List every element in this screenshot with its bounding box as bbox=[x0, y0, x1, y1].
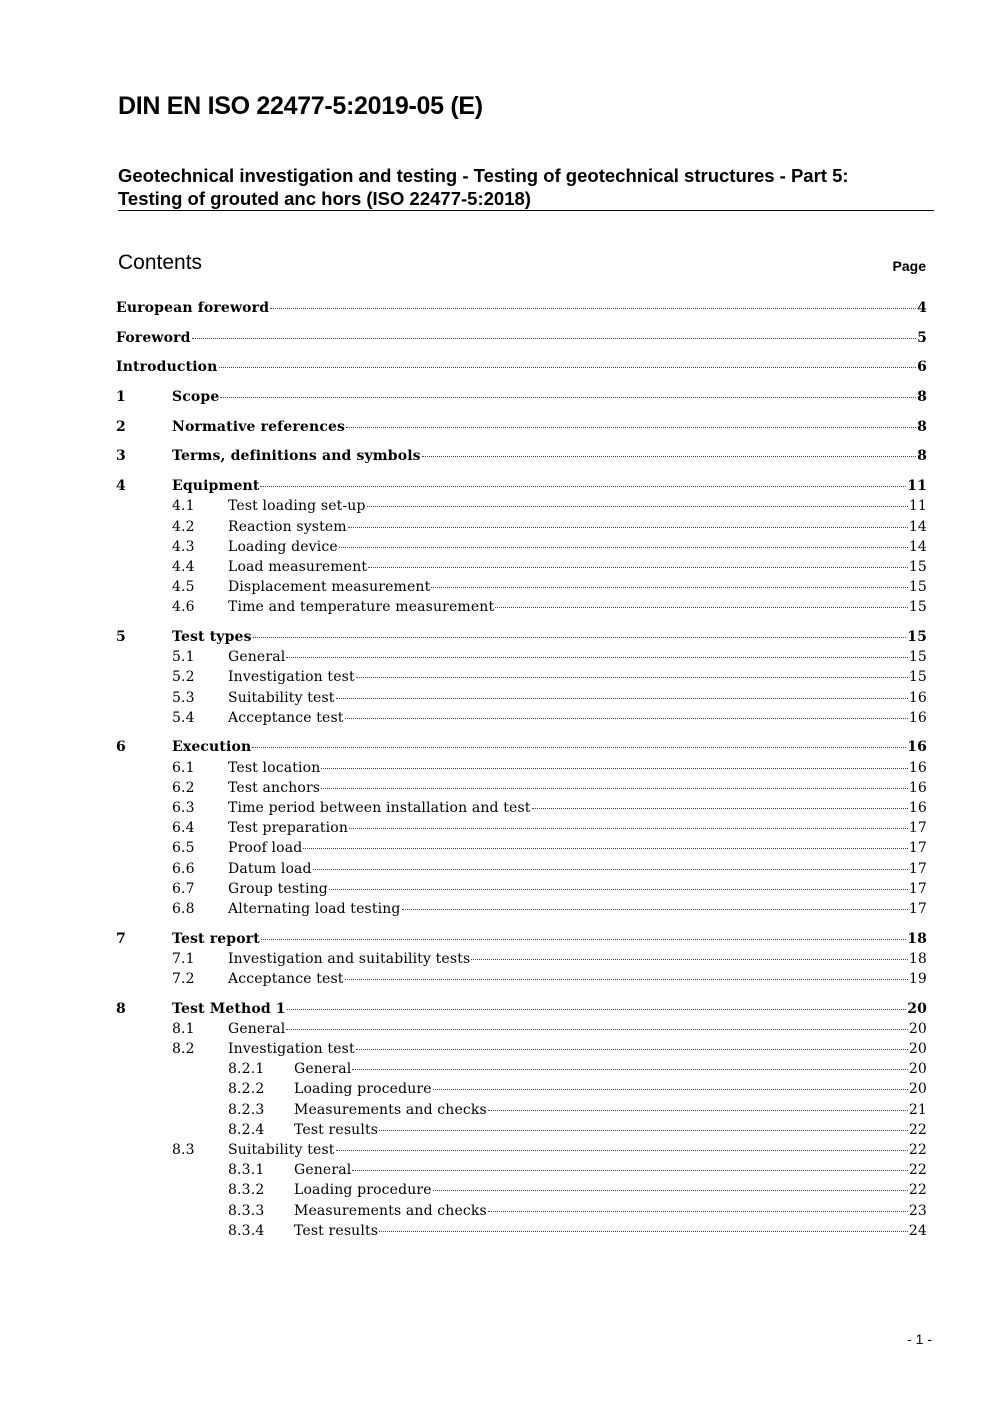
toc-entry[interactable] bbox=[116, 517, 927, 537]
toc-entry-title: Test location bbox=[228, 759, 321, 776]
toc-dot-leader bbox=[345, 979, 908, 980]
toc-entry-title: European foreword bbox=[116, 300, 270, 316]
toc-entry-number: 7.2 bbox=[172, 970, 195, 987]
toc-entry[interactable] bbox=[116, 818, 927, 838]
toc-entry[interactable] bbox=[116, 1059, 927, 1079]
toc-entry[interactable] bbox=[116, 838, 927, 858]
toc-entry-title: Test report bbox=[172, 930, 260, 947]
toc-entry[interactable] bbox=[116, 496, 927, 516]
toc-dot-leader bbox=[488, 1211, 908, 1212]
toc-dot-leader bbox=[433, 1190, 908, 1191]
toc-dot-leader bbox=[349, 828, 908, 829]
toc-entry[interactable] bbox=[116, 667, 927, 687]
toc-entry-page: 5 bbox=[917, 329, 927, 346]
toc-entry[interactable] bbox=[116, 446, 927, 466]
toc-entry-title: Alternating load testing bbox=[228, 900, 401, 917]
toc-entry-number: 6.2 bbox=[172, 779, 195, 796]
toc-entry[interactable] bbox=[116, 1160, 927, 1180]
subtitle-line-1: Geotechnical investigation and testing - Testing of geotechnical structures - Part 5: bbox=[118, 165, 849, 186]
toc-entry-title: Terms, definitions and symbols bbox=[172, 448, 421, 465]
toc-entry-number: 4.1 bbox=[172, 498, 195, 515]
toc-entry-title: Test results bbox=[294, 1222, 379, 1239]
toc-entry-title: Measurements and checks bbox=[294, 1101, 487, 1118]
toc-entry[interactable] bbox=[116, 798, 927, 818]
toc-entry-page: 8 bbox=[917, 389, 927, 406]
toc-entry[interactable] bbox=[116, 597, 927, 617]
toc-entry-title: Test types bbox=[172, 628, 252, 645]
toc-entry-title: Datum load bbox=[228, 860, 312, 877]
toc-entry-number: 8.3.2 bbox=[228, 1182, 265, 1199]
toc-entry[interactable] bbox=[116, 1180, 927, 1200]
toc-entry-number: 6.1 bbox=[172, 759, 195, 776]
toc-entry-title: Suitability test bbox=[228, 1141, 335, 1158]
toc-entry-number: 8.2.2 bbox=[228, 1081, 265, 1098]
toc-entry[interactable] bbox=[116, 758, 927, 778]
subtitle-rule bbox=[118, 210, 934, 211]
toc-entry-page: 20 bbox=[908, 1061, 927, 1078]
toc-dot-leader bbox=[313, 869, 908, 870]
toc-dot-leader bbox=[253, 637, 907, 638]
toc-entry-title: Loading device bbox=[228, 538, 338, 555]
toc-entry[interactable] bbox=[116, 357, 927, 377]
toc-entry-title: Equipment bbox=[172, 478, 260, 495]
toc-entry-page: 18 bbox=[907, 930, 927, 947]
toc-entry-page: 8 bbox=[917, 448, 927, 465]
toc-entry[interactable] bbox=[116, 627, 927, 647]
toc-entry-title: Introduction bbox=[116, 359, 218, 376]
toc-entry[interactable] bbox=[116, 1079, 927, 1099]
toc-entry-title: Reaction system bbox=[228, 518, 347, 535]
toc-entry-page: 15 bbox=[908, 558, 927, 575]
toc-dot-leader bbox=[488, 1110, 908, 1111]
toc-entry-page: 22 bbox=[908, 1162, 927, 1179]
toc-entry[interactable] bbox=[116, 1100, 927, 1120]
toc-entry-number: 6.3 bbox=[172, 799, 195, 816]
toc-entry[interactable] bbox=[116, 577, 927, 597]
toc-entry-title: General bbox=[294, 1061, 352, 1078]
toc-dot-leader bbox=[532, 808, 908, 809]
toc-entry-page: 16 bbox=[908, 799, 927, 816]
toc-entry-page: 11 bbox=[907, 478, 927, 495]
toc-entry-page: 20 bbox=[908, 1020, 927, 1037]
toc-entry-page: 23 bbox=[908, 1202, 927, 1219]
toc-entry-number: 8.3 bbox=[172, 1141, 195, 1158]
toc-entry-number: 1 bbox=[116, 389, 126, 406]
toc-dot-leader bbox=[261, 939, 906, 940]
toc-entry-title: Displacement measurement bbox=[228, 579, 431, 596]
toc-entry-title: General bbox=[228, 1020, 286, 1037]
page-column-label: Page bbox=[892, 258, 926, 274]
toc-entry-number: 8.1 bbox=[172, 1020, 195, 1037]
toc-entry[interactable] bbox=[116, 859, 927, 879]
toc-dot-leader bbox=[336, 698, 908, 699]
document-subtitle bbox=[118, 164, 933, 210]
toc-dot-leader bbox=[303, 848, 908, 849]
toc-entry-number: 5 bbox=[116, 628, 126, 645]
toc-entry[interactable] bbox=[116, 1039, 927, 1059]
toc-entry-title: Test Method 1 bbox=[172, 1000, 286, 1017]
toc-dot-leader bbox=[422, 456, 916, 457]
toc-dot-leader bbox=[379, 1231, 908, 1232]
toc-entry-number: 6.6 bbox=[172, 860, 195, 877]
toc-dot-leader bbox=[346, 427, 916, 428]
toc-entry-title: Acceptance test bbox=[228, 970, 344, 987]
toc-entry[interactable] bbox=[116, 1140, 927, 1160]
toc-entry-number: 4.2 bbox=[172, 518, 195, 535]
toc-entry-page: 14 bbox=[908, 518, 927, 535]
toc-entry-title: Execution bbox=[172, 739, 252, 756]
toc-entry-title: Time period between installation and test bbox=[228, 799, 531, 816]
toc-entry-title: Measurements and checks bbox=[294, 1202, 487, 1219]
toc-dot-leader bbox=[352, 1170, 908, 1171]
toc-entry-number: 2 bbox=[116, 418, 126, 435]
toc-entry-number: 5.4 bbox=[172, 709, 195, 726]
toc-entry-page: 17 bbox=[908, 840, 927, 857]
toc-entry-number: 3 bbox=[116, 448, 126, 465]
toc-entry-page: 15 bbox=[908, 649, 927, 666]
toc-entry-page: 22 bbox=[908, 1182, 927, 1199]
toc-dot-leader bbox=[367, 506, 908, 507]
toc-entry-page: 8 bbox=[917, 418, 927, 435]
toc-entry-number: 7 bbox=[116, 930, 126, 947]
toc-entry-page: 15 bbox=[907, 628, 927, 645]
toc-entry-page: 14 bbox=[908, 538, 927, 555]
toc-dot-leader bbox=[352, 1069, 908, 1070]
toc-entry[interactable] bbox=[116, 778, 927, 798]
toc-dot-leader bbox=[287, 1009, 907, 1010]
toc-entry-page: 16 bbox=[908, 779, 927, 796]
toc-entry-page: 22 bbox=[908, 1141, 927, 1158]
page-number: - 1 - bbox=[907, 1331, 932, 1347]
toc-entry-page: 6 bbox=[917, 359, 927, 376]
toc-dot-leader bbox=[286, 1029, 908, 1030]
toc-entry-number: 5.3 bbox=[172, 689, 195, 706]
toc-dot-leader bbox=[336, 1150, 908, 1151]
toc-entry[interactable] bbox=[116, 879, 927, 899]
toc-dot-leader bbox=[471, 959, 908, 960]
toc-dot-leader bbox=[286, 657, 908, 658]
toc-entry-page: 20 bbox=[908, 1081, 927, 1098]
toc-entry-number: 8 bbox=[116, 1000, 126, 1017]
subtitle-line-2: Testing of grouted anc hors (ISO 22477-5:2018) bbox=[118, 188, 531, 209]
toc-dot-leader bbox=[329, 889, 908, 890]
toc-entry[interactable] bbox=[116, 328, 927, 348]
toc-entry-title: Time and temperature measurement bbox=[228, 599, 495, 616]
toc-entry-title: Test preparation bbox=[228, 820, 349, 837]
toc-entry[interactable] bbox=[116, 688, 927, 708]
toc-entry-title: Group testing bbox=[228, 880, 328, 897]
toc-entry-title: General bbox=[228, 649, 286, 666]
toc-entry[interactable] bbox=[116, 969, 927, 989]
toc-entry[interactable] bbox=[116, 899, 927, 919]
toc-entry-title: Load measurement bbox=[228, 558, 368, 575]
toc-entry-number: 8.2.1 bbox=[228, 1061, 265, 1078]
toc-entry-number: 8.3.3 bbox=[228, 1202, 265, 1219]
toc-entry[interactable] bbox=[116, 1019, 927, 1039]
toc-entry-title: Investigation test bbox=[228, 1041, 355, 1057]
toc-entry[interactable] bbox=[116, 387, 927, 407]
toc-dot-leader bbox=[356, 677, 908, 678]
toc-entry[interactable] bbox=[116, 999, 927, 1019]
toc-dot-leader bbox=[219, 367, 917, 368]
toc-entry-title: Loading procedure bbox=[294, 1182, 432, 1199]
toc-dot-leader bbox=[356, 1049, 908, 1050]
toc-entry-title: Test anchors bbox=[228, 779, 321, 796]
toc-entry-number: 5.1 bbox=[172, 649, 195, 666]
toc-entry-page: 16 bbox=[908, 689, 927, 706]
toc-entry[interactable] bbox=[116, 537, 927, 557]
toc-entry-page: 15 bbox=[908, 579, 927, 596]
toc-entry-page: 17 bbox=[908, 820, 927, 837]
toc-entry-page: 16 bbox=[908, 759, 927, 776]
toc-entry[interactable] bbox=[116, 708, 927, 728]
toc-dot-leader bbox=[321, 768, 907, 769]
toc-entry[interactable] bbox=[116, 1201, 927, 1221]
toc-entry-page: 20 bbox=[908, 1041, 927, 1057]
toc-entry-title: Investigation test bbox=[228, 669, 355, 686]
toc-entry-title: Test results bbox=[294, 1121, 379, 1138]
toc-entry-page: 22 bbox=[908, 1121, 927, 1138]
toc-dot-leader bbox=[252, 747, 906, 748]
toc-entry-number: 6 bbox=[116, 739, 126, 756]
toc-entry[interactable] bbox=[116, 1221, 927, 1241]
toc-entry-number: 4.4 bbox=[172, 558, 195, 575]
toc-entry-title: Scope bbox=[172, 389, 220, 406]
toc-entry-page: 17 bbox=[908, 900, 927, 917]
toc-entry-page: 19 bbox=[908, 970, 927, 987]
toc-entry-title: Test loading set-up bbox=[228, 498, 366, 515]
toc-dot-leader bbox=[260, 486, 906, 487]
toc-entry-number: 4 bbox=[116, 478, 126, 495]
contents-heading: Contents bbox=[118, 251, 203, 274]
toc-entry-page: 18 bbox=[908, 950, 927, 967]
toc-entry-page: 15 bbox=[908, 669, 927, 686]
toc-entry-title: Investigation and suitability tests bbox=[228, 950, 471, 967]
toc-entry-page: 4 bbox=[917, 300, 927, 316]
toc-entry-page: 17 bbox=[908, 860, 927, 877]
toc-entry[interactable] bbox=[116, 417, 927, 437]
toc-entry-page: 11 bbox=[908, 498, 927, 515]
toc-entry-number: 8.2 bbox=[172, 1041, 195, 1057]
document-id: DIN EN ISO 22477-5:2019-05 (E) bbox=[118, 92, 483, 120]
toc-entry-page: 24 bbox=[908, 1222, 927, 1239]
toc-entry[interactable] bbox=[116, 737, 927, 757]
toc-entry-number: 4.6 bbox=[172, 599, 195, 616]
toc-entry[interactable] bbox=[116, 929, 927, 949]
toc-entry-title: General bbox=[294, 1162, 352, 1179]
toc-entry-page: 15 bbox=[908, 599, 927, 616]
toc-dot-leader bbox=[270, 308, 916, 309]
toc-entry-page: 17 bbox=[908, 880, 927, 897]
toc-dot-leader bbox=[192, 338, 917, 339]
toc-entry-number: 6.7 bbox=[172, 880, 195, 897]
toc-entry-page: 16 bbox=[908, 709, 927, 726]
toc-entry-number: 8.3.4 bbox=[228, 1222, 265, 1239]
toc-dot-leader bbox=[433, 1089, 908, 1090]
table-of-contents bbox=[116, 298, 927, 1241]
toc-entry-number: 4.3 bbox=[172, 538, 195, 555]
toc-dot-leader bbox=[345, 718, 908, 719]
toc-entry-number: 8.2.3 bbox=[228, 1101, 265, 1118]
toc-entry-number: 6.8 bbox=[172, 900, 195, 917]
toc-entry-page: 20 bbox=[907, 1000, 927, 1017]
toc-entry-title: Proof load bbox=[228, 840, 303, 857]
toc-dot-leader bbox=[321, 788, 908, 789]
toc-entry[interactable] bbox=[116, 949, 927, 969]
toc-entry-number: 8.3.1 bbox=[228, 1162, 265, 1179]
toc-entry-number: 4.5 bbox=[172, 579, 195, 596]
toc-dot-leader bbox=[348, 527, 908, 528]
toc-entry[interactable] bbox=[116, 1120, 927, 1140]
toc-dot-leader bbox=[431, 587, 908, 588]
toc-entry-number: 6.5 bbox=[172, 840, 195, 857]
toc-entry[interactable] bbox=[116, 647, 927, 667]
toc-entry[interactable] bbox=[116, 557, 927, 577]
toc-entry-title: Loading procedure bbox=[294, 1081, 432, 1098]
toc-entry-title: Normative references bbox=[172, 418, 346, 435]
toc-entry[interactable] bbox=[116, 298, 927, 318]
toc-entry-page: 16 bbox=[907, 739, 927, 756]
toc-entry-number: 8.2.4 bbox=[228, 1121, 265, 1138]
toc-dot-leader bbox=[495, 607, 908, 608]
toc-entry-title: Acceptance test bbox=[228, 709, 344, 726]
toc-dot-leader bbox=[339, 547, 908, 548]
toc-entry[interactable] bbox=[116, 476, 927, 496]
toc-dot-leader bbox=[368, 567, 908, 568]
toc-entry-page: 21 bbox=[908, 1101, 927, 1118]
toc-entry-title: Suitability test bbox=[228, 689, 335, 706]
toc-entry-number: 5.2 bbox=[172, 669, 195, 686]
toc-entry-number: 6.4 bbox=[172, 820, 195, 837]
toc-dot-leader bbox=[402, 909, 908, 910]
toc-entry-number: 7.1 bbox=[172, 950, 195, 967]
toc-dot-leader bbox=[220, 397, 916, 398]
toc-dot-leader bbox=[379, 1130, 908, 1131]
toc-entry-title: Foreword bbox=[116, 329, 191, 346]
